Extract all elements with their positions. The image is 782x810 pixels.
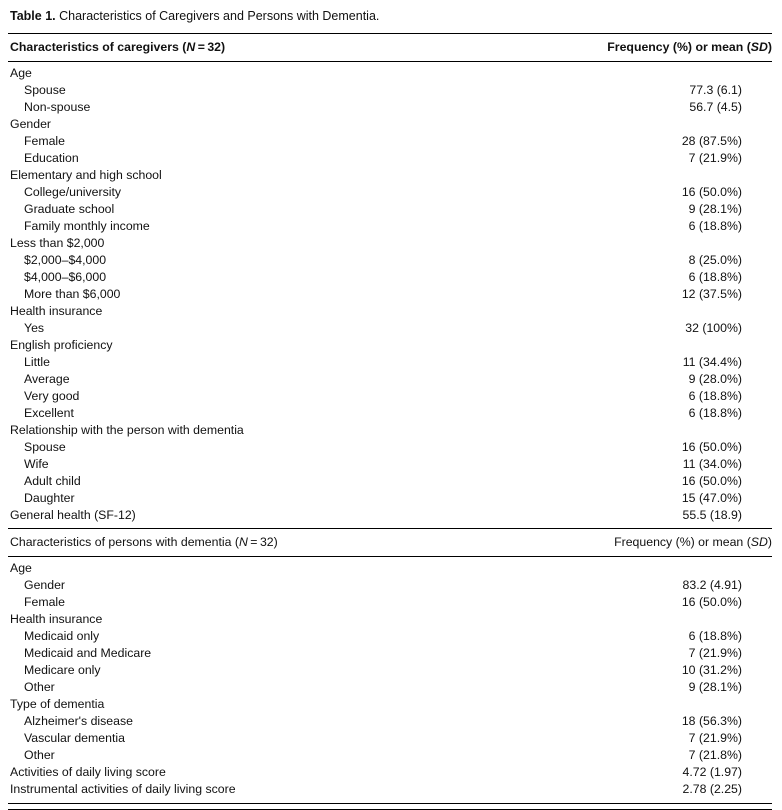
table-row xyxy=(8,747,772,764)
row-value: 7 (21.9%) xyxy=(688,731,742,745)
row-label: Medicaid and Medicare xyxy=(24,646,152,660)
characteristics-table xyxy=(8,33,772,804)
row-value: 12 (37.5%) xyxy=(681,287,742,301)
row-label: $4,000–$6,000 xyxy=(24,270,107,284)
row-label: Spouse xyxy=(24,83,66,97)
row-label: Less than $2,000 xyxy=(10,236,105,250)
row-value: 11 (34.4%) xyxy=(682,355,742,369)
row-value xyxy=(482,62,772,83)
table-row xyxy=(8,696,772,713)
row-value xyxy=(482,422,772,439)
table-row xyxy=(8,490,772,507)
row-label: Female xyxy=(24,595,66,609)
table-row xyxy=(8,645,772,662)
row-label: Wife xyxy=(24,457,49,471)
section-header-label: Characteristics of persons with dementia (N = 32) xyxy=(10,535,278,549)
table-row xyxy=(8,371,772,388)
table-caption xyxy=(8,8,772,24)
row-value: 77.3 (6.1) xyxy=(689,83,742,97)
table-row xyxy=(8,354,772,371)
row-label: Non-spouse xyxy=(24,100,91,114)
row-label: Age xyxy=(10,561,32,575)
row-label: Average xyxy=(24,372,70,386)
row-value: 7 (21.9%) xyxy=(688,646,742,660)
row-label: Medicare only xyxy=(24,663,101,677)
row-label: Other xyxy=(24,680,55,694)
row-label: Medicaid only xyxy=(24,629,100,643)
row-value: 56.7 (4.5) xyxy=(689,100,742,114)
row-label: Health insurance xyxy=(10,612,103,626)
row-value: 15 (47.0%) xyxy=(681,491,742,505)
row-label: Elementary and high school xyxy=(10,168,162,182)
row-label: English proficiency xyxy=(10,338,113,352)
row-value: 18 (56.3%) xyxy=(681,714,742,728)
row-label: Type of dementia xyxy=(10,697,105,711)
row-label: Graduate school xyxy=(24,202,115,216)
table-row xyxy=(8,628,772,645)
table-row xyxy=(8,405,772,422)
row-label: Gender xyxy=(24,578,66,592)
table-row xyxy=(8,473,772,490)
section-header-label: Characteristics of caregivers (N = 32) xyxy=(10,40,226,54)
row-value: 6 (18.8%) xyxy=(688,219,742,233)
row-value: 9 (28.0%) xyxy=(688,372,742,386)
row-label: College/university xyxy=(24,185,122,199)
table-row xyxy=(8,201,772,218)
row-value: 6 (18.8%) xyxy=(688,629,742,643)
row-label: Health insurance xyxy=(10,304,103,318)
row-label: Yes xyxy=(24,321,45,335)
row-value: 16 (50.0%) xyxy=(681,474,742,488)
row-value: 6 (18.8%) xyxy=(688,389,742,403)
row-label: Activities of daily living score xyxy=(10,765,166,779)
table-row xyxy=(8,99,772,116)
row-value: 83.2 (4.91) xyxy=(682,578,742,592)
row-label: $2,000–$4,000 xyxy=(24,253,107,267)
row-label: Vascular dementia xyxy=(24,731,125,745)
row-value: 9 (28.1%) xyxy=(688,680,742,694)
row-value: 6 (18.8%) xyxy=(688,406,742,420)
table-row xyxy=(8,730,772,747)
table-row xyxy=(8,507,772,529)
table-row xyxy=(8,133,772,150)
row-value: 16 (50.0%) xyxy=(681,440,742,454)
row-value xyxy=(482,611,772,628)
value-column-header: Frequency (%) or mean (SD) xyxy=(607,40,772,54)
row-label: Very good xyxy=(24,389,80,403)
table-row xyxy=(8,303,772,320)
row-label: General health (SF-12) xyxy=(10,508,136,522)
row-label: Female xyxy=(24,134,66,148)
row-label: Adult child xyxy=(24,474,81,488)
row-value: 32 (100%) xyxy=(685,321,742,335)
table-row xyxy=(8,557,772,578)
row-label: Gender xyxy=(10,117,52,131)
row-value: 16 (50.0%) xyxy=(681,185,742,199)
row-label: Family monthly income xyxy=(24,219,150,233)
row-value: 55.5 (18.9) xyxy=(682,508,742,522)
row-label: More than $6,000 xyxy=(24,287,121,301)
row-label: Spouse xyxy=(24,440,66,454)
table-row xyxy=(8,781,772,804)
row-value: 11 (34.0%) xyxy=(682,457,742,471)
row-value: 9 (28.1%) xyxy=(688,202,742,216)
row-value: 28 (87.5%) xyxy=(681,134,742,148)
table-row xyxy=(8,611,772,628)
table-row xyxy=(8,577,772,594)
table-row xyxy=(8,388,772,405)
table-row xyxy=(8,713,772,730)
table-row xyxy=(8,82,772,99)
row-value: 8 (25.0%) xyxy=(688,253,742,267)
row-value: 7 (21.8%) xyxy=(688,748,742,762)
row-label: Education xyxy=(24,151,79,165)
table-row xyxy=(8,286,772,303)
table-row xyxy=(8,218,772,235)
value-column-header: Frequency (%) or mean (SD) xyxy=(614,535,772,549)
row-value xyxy=(482,696,772,713)
row-label: Instrumental activities of daily living score xyxy=(10,782,236,796)
table-row xyxy=(8,62,772,83)
table-row xyxy=(8,235,772,252)
row-value: 7 (21.9%) xyxy=(688,151,742,165)
table-row xyxy=(8,456,772,473)
table-caption-text: Characteristics of Caregivers and Persons with Dementia. xyxy=(59,9,380,23)
table-row xyxy=(8,764,772,781)
section-header-row xyxy=(8,529,772,557)
row-label: Little xyxy=(24,355,50,369)
row-value xyxy=(482,557,772,578)
row-label: Relationship with the person with dementia xyxy=(10,423,244,437)
row-value: 10 (31.2%) xyxy=(681,663,742,677)
table-row xyxy=(8,337,772,354)
section-header-row xyxy=(8,34,772,62)
row-label: Alzheimer's disease xyxy=(24,714,133,728)
row-value: 2.78 (2.25) xyxy=(682,782,742,796)
row-value: 4.72 (1.97) xyxy=(682,765,742,779)
row-value xyxy=(482,303,772,320)
table-row xyxy=(8,150,772,167)
table-row xyxy=(8,439,772,456)
row-label: Age xyxy=(10,66,32,80)
row-label: Excellent xyxy=(24,406,74,420)
table-number: Table 1. xyxy=(10,9,56,23)
table-row xyxy=(8,252,772,269)
row-value xyxy=(482,337,772,354)
row-value: 16 (50.0%) xyxy=(681,595,742,609)
row-label: Other xyxy=(24,748,55,762)
row-value xyxy=(482,235,772,252)
table-row xyxy=(8,269,772,286)
row-value: 6 (18.8%) xyxy=(688,270,742,284)
row-value xyxy=(482,167,772,184)
table-row xyxy=(8,320,772,337)
table-row xyxy=(8,184,772,201)
table-row xyxy=(8,116,772,133)
table-row xyxy=(8,422,772,439)
table-row xyxy=(8,662,772,679)
row-value xyxy=(482,116,772,133)
table-row xyxy=(8,679,772,696)
table-row xyxy=(8,167,772,184)
row-label: Daughter xyxy=(24,491,75,505)
table-row xyxy=(8,594,772,611)
